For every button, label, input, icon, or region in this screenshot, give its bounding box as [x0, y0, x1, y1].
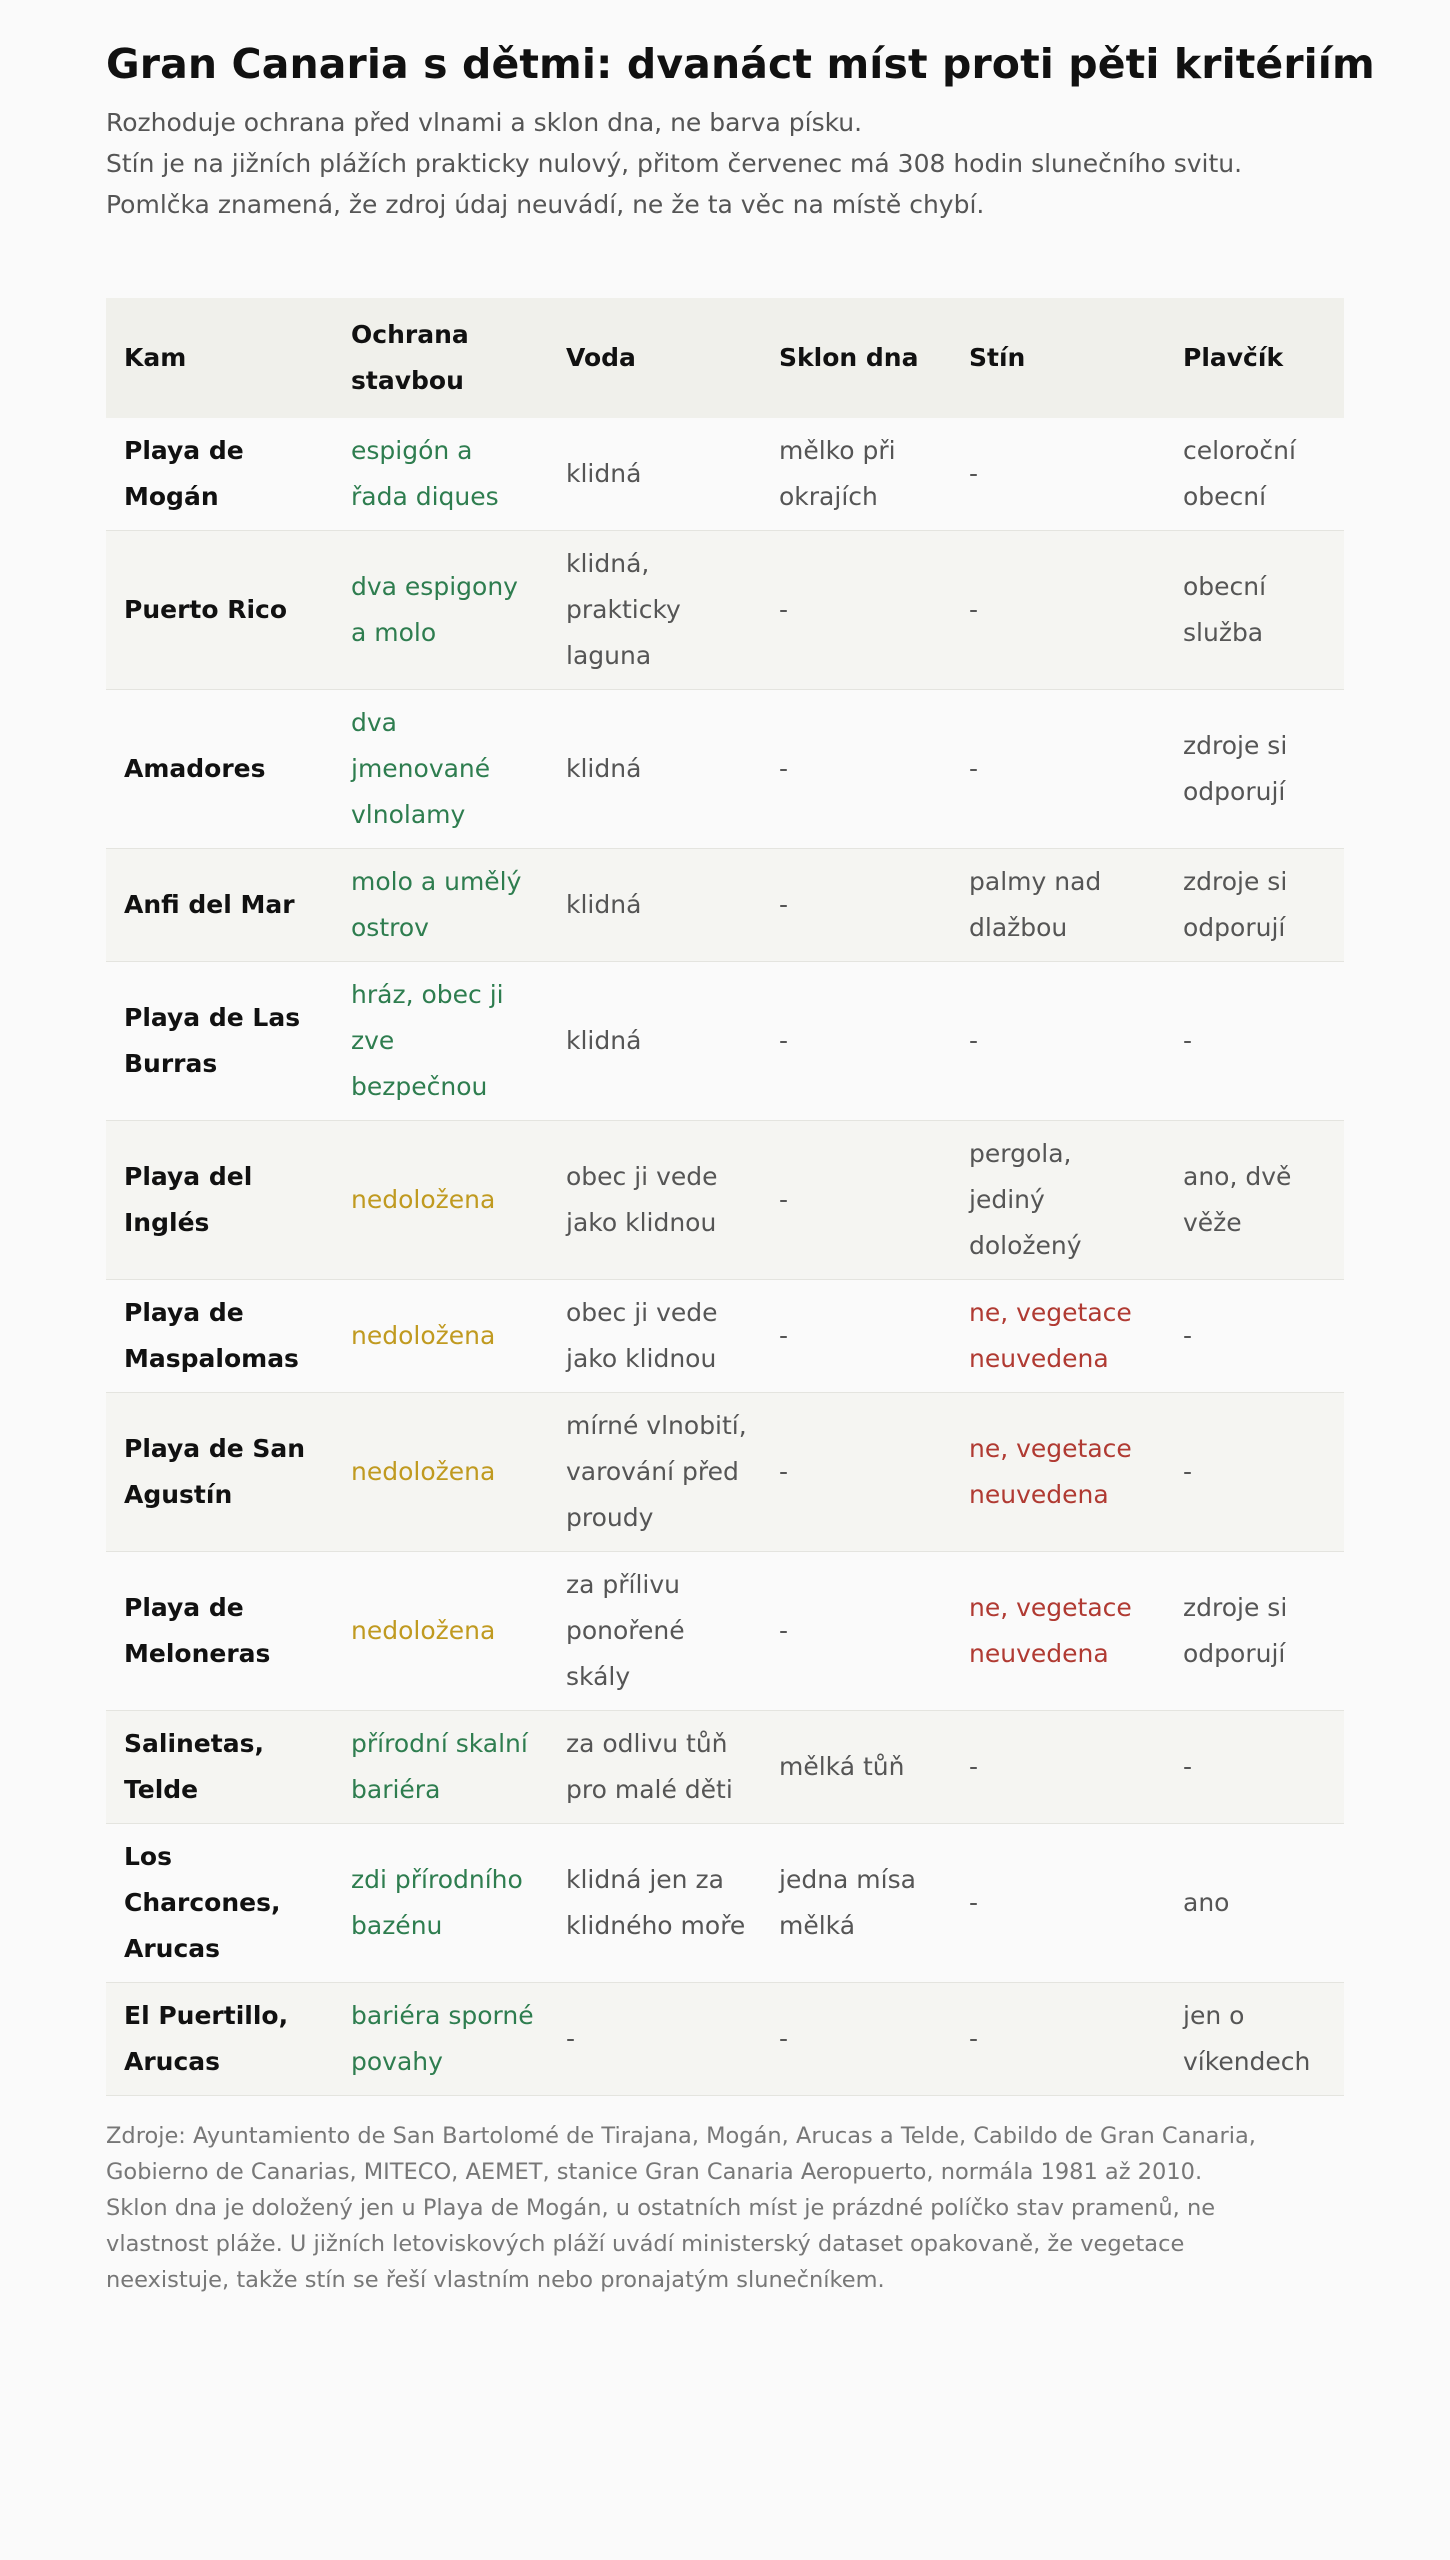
- cell-slope: mělká tůň: [779, 1752, 905, 1781]
- cell-slope: -: [779, 595, 789, 624]
- cell-slope: -: [779, 1185, 789, 1214]
- intro-line: Rozhoduje ochrana před vlnami a sklon dna, ne barva písku.: [106, 108, 863, 137]
- header-place: Kam: [124, 343, 187, 372]
- table-body: [106, 418, 1344, 2096]
- cell-shade: -: [969, 2024, 979, 2053]
- cell-protection: nedoložena: [351, 1185, 496, 1214]
- table-row: [106, 418, 1344, 531]
- cell-shade: ne, vegetace neuvedena: [969, 1434, 1132, 1509]
- header-lifeguard: Plavčík: [1183, 343, 1284, 372]
- cell-place: Playa del Inglés: [124, 1162, 253, 1237]
- cell-protection: dva espigony a molo: [351, 572, 518, 647]
- table-row: [106, 1983, 1344, 2096]
- table-header-row: [106, 298, 1344, 418]
- cell-shade: -: [969, 1752, 979, 1781]
- table-row: [106, 1824, 1344, 1983]
- cell-lifeguard: zdroje si odporují: [1183, 1593, 1288, 1668]
- cell-shade: pergola, jediný doložený: [969, 1139, 1082, 1260]
- header-slope: Sklon dna: [779, 343, 919, 372]
- cell-lifeguard: celoroční obecní: [1183, 436, 1296, 511]
- header-shade: Stín: [969, 343, 1026, 372]
- intro: [106, 102, 1344, 225]
- cell-slope: mělko při okrajích: [779, 436, 896, 511]
- cell-lifeguard: ano, dvě věže: [1183, 1162, 1292, 1237]
- cell-shade: palmy nad dlažbou: [969, 867, 1102, 942]
- cell-place: El Puertillo, Arucas: [124, 2001, 289, 2076]
- header-protection: Ochrana stavbou: [351, 320, 469, 395]
- cell-shade: ne, vegetace neuvedena: [969, 1298, 1132, 1373]
- cell-protection: nedoložena: [351, 1321, 496, 1350]
- intro-line: Pomlčka znamená, že zdroj údaj neuvádí, ne že ta věc na místě chybí.: [106, 190, 985, 219]
- cell-water: klidná: [566, 754, 642, 783]
- table-row: [106, 1121, 1344, 1280]
- cell-water: obec ji vede jako klidnou: [566, 1162, 718, 1237]
- cell-lifeguard: ano: [1183, 1888, 1230, 1917]
- table-row: [106, 1552, 1344, 1711]
- cell-protection: nedoložena: [351, 1616, 496, 1645]
- cell-slope: -: [779, 1457, 789, 1486]
- table-row: [106, 849, 1344, 962]
- sources-note: [106, 2118, 1344, 2298]
- cell-water: za odlivu tůň pro malé děti: [566, 1729, 733, 1804]
- cell-slope: -: [779, 754, 789, 783]
- cell-slope: jedna mísa mělká: [779, 1865, 916, 1940]
- cell-water: mírné vlnobití, varování před proudy: [566, 1411, 747, 1532]
- table-row: [106, 1711, 1344, 1824]
- cell-protection: zdi přírodního bazénu: [351, 1865, 523, 1940]
- cell-slope: -: [779, 1026, 789, 1055]
- cell-place: Playa de Meloneras: [124, 1593, 271, 1668]
- cell-protection: espigón a řada diques: [351, 436, 499, 511]
- cell-water: obec ji vede jako klidnou: [566, 1298, 718, 1373]
- cell-water: klidná: [566, 459, 642, 488]
- cell-place: Playa de Las Burras: [124, 1003, 301, 1078]
- cell-place: Playa de Maspalomas: [124, 1298, 299, 1373]
- cell-water: klidná: [566, 890, 642, 919]
- comparison-table: [106, 298, 1344, 2096]
- cell-protection: nedoložena: [351, 1457, 496, 1486]
- cell-lifeguard: -: [1183, 1026, 1193, 1055]
- cell-shade: -: [969, 459, 979, 488]
- cell-protection: dva jmenované vlnolamy: [351, 708, 491, 829]
- cell-place: Playa de Mogán: [124, 436, 244, 511]
- cell-lifeguard: -: [1183, 1321, 1193, 1350]
- header-water: Voda: [566, 343, 636, 372]
- cell-lifeguard: -: [1183, 1752, 1193, 1781]
- sources-line: Gobierno de Canarias, MITECO, AEMET, stanice Gran Canaria Aeropuerto, normála 1981 až 2010.: [106, 2159, 1203, 2185]
- cell-place: Los Charcones, Arucas: [124, 1842, 281, 1963]
- cell-protection: hráz, obec ji zve bezpečnou: [351, 980, 504, 1101]
- cell-shade: -: [969, 1026, 979, 1055]
- cell-slope: -: [779, 1616, 789, 1645]
- sources-line: neexistuje, takže stín se řeší vlastním nebo pronajatým slunečníkem.: [106, 2267, 885, 2293]
- cell-shade: -: [969, 754, 979, 783]
- cell-water: -: [566, 2024, 576, 2053]
- page-title: Gran Canaria s dětmi: dvanáct míst proti pěti kritériím: [106, 40, 1375, 88]
- cell-shade: ne, vegetace neuvedena: [969, 1593, 1132, 1668]
- cell-water: za přílivu ponořené skály: [566, 1570, 685, 1691]
- sources-line: vlastnost pláže. U jižních letoviskových pláží uvádí ministerský dataset opakovaně, že vegetace: [106, 2231, 1185, 2257]
- cell-place: Salinetas, Telde: [124, 1729, 264, 1804]
- cell-water: klidná, prakticky laguna: [566, 549, 681, 670]
- cell-lifeguard: obecní služba: [1183, 572, 1267, 647]
- cell-lifeguard: jen o víkendech: [1183, 2001, 1311, 2076]
- cell-place: Anfi del Mar: [124, 890, 295, 919]
- table-row: [106, 1280, 1344, 1393]
- cell-lifeguard: -: [1183, 1457, 1193, 1486]
- cell-place: Playa de San Agustín: [124, 1434, 306, 1509]
- cell-place: Amadores: [124, 754, 266, 783]
- cell-water: klidná jen za klidného moře: [566, 1865, 746, 1940]
- table-row: [106, 531, 1344, 690]
- cell-protection: bariéra sporné povahy: [351, 2001, 534, 2076]
- cell-slope: -: [779, 1321, 789, 1350]
- cell-protection: molo a umělý ostrov: [351, 867, 522, 942]
- intro-line: Stín je na jižních plážích prakticky nulový, přitom červenec má 308 hodin slunečního svitu.: [106, 149, 1243, 178]
- cell-water: klidná: [566, 1026, 642, 1055]
- table-row: [106, 1393, 1344, 1552]
- cell-place: Puerto Rico: [124, 595, 288, 624]
- table-row: [106, 690, 1344, 849]
- sources-line: Zdroje: Ayuntamiento de San Bartolomé de Tirajana, Mogán, Arucas a Telde, Cabildo de Gran Canaria,: [106, 2123, 1256, 2149]
- cell-lifeguard: zdroje si odporují: [1183, 731, 1288, 806]
- sources-line: Sklon dna je doložený jen u Playa de Mogán, u ostatních míst je prázdné políčko stav pramenů, ne: [106, 2195, 1216, 2221]
- cell-protection: přírodní skalní bariéra: [351, 1729, 528, 1804]
- table-row: [106, 962, 1344, 1121]
- cell-shade: -: [969, 595, 979, 624]
- cell-slope: -: [779, 890, 789, 919]
- cell-slope: -: [779, 2024, 789, 2053]
- cell-lifeguard: zdroje si odporují: [1183, 867, 1288, 942]
- cell-shade: -: [969, 1888, 979, 1917]
